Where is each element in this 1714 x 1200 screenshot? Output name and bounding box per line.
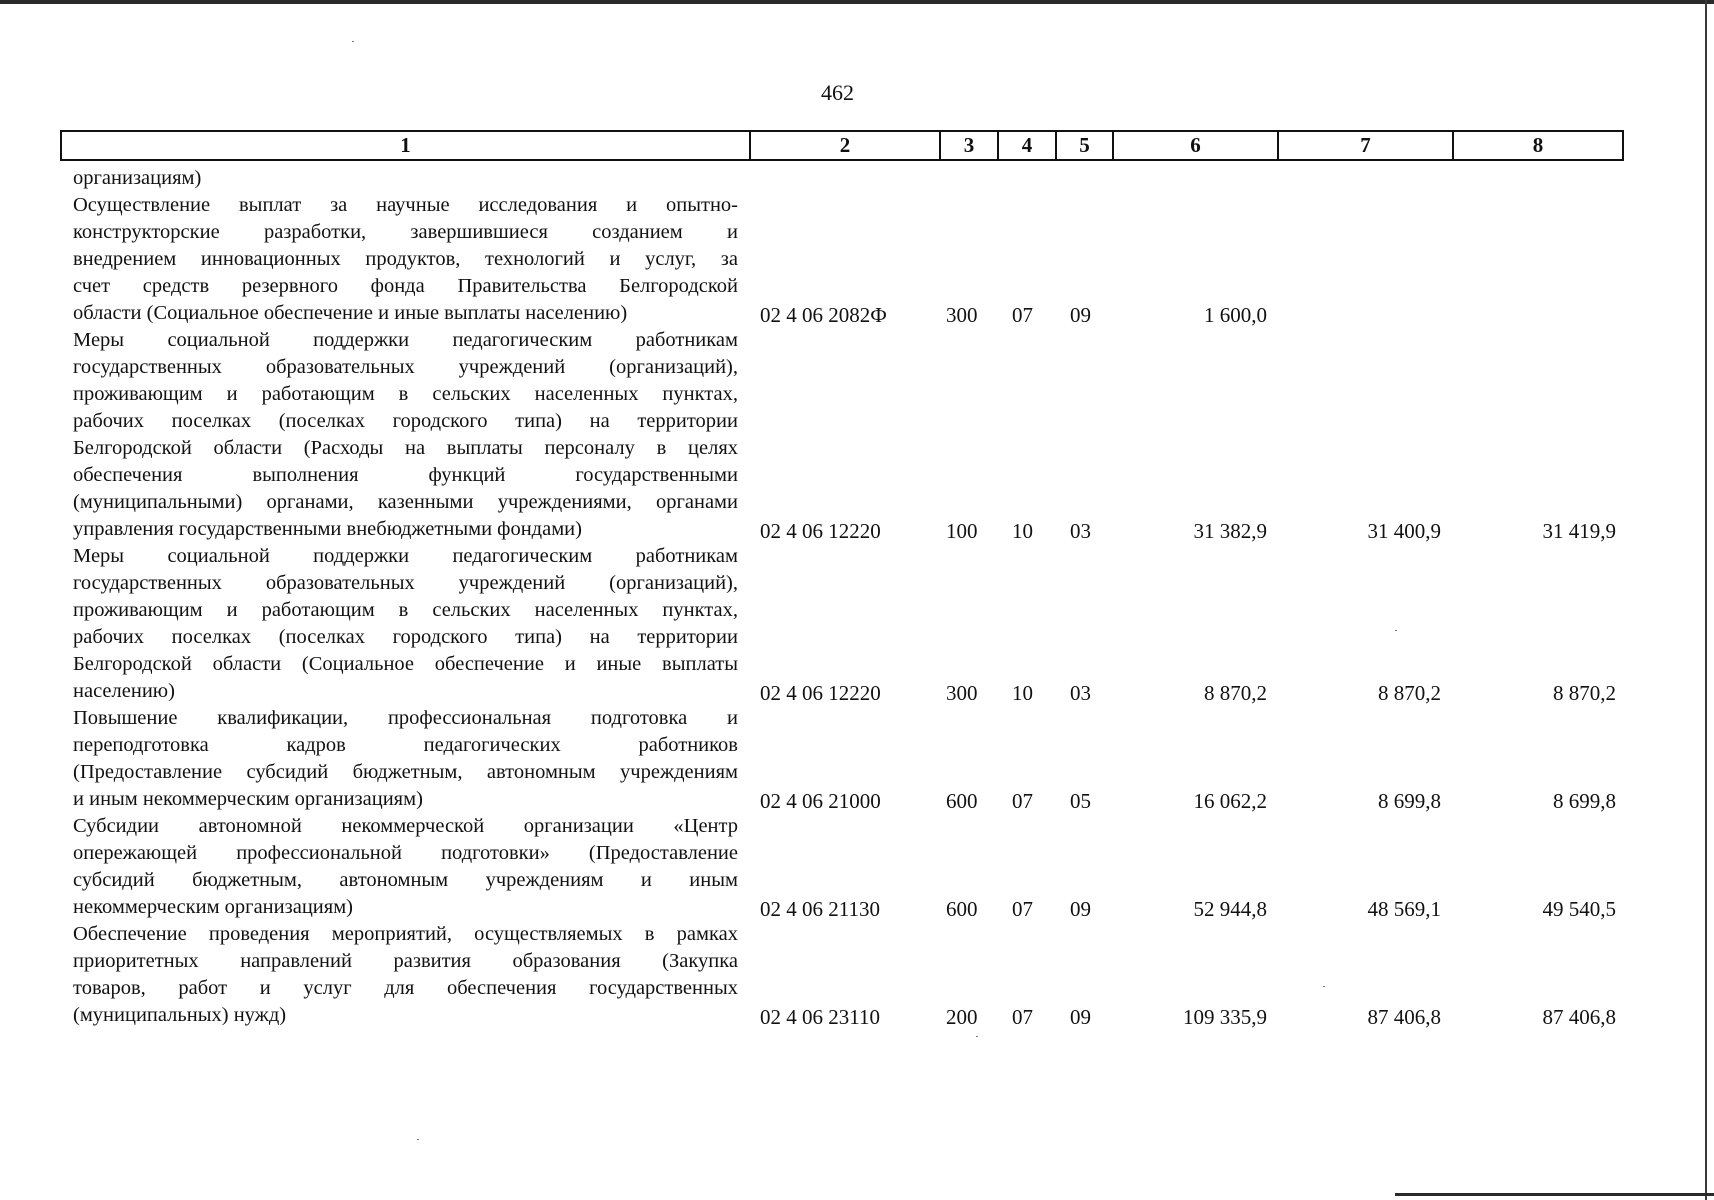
amount-col-7: 87 406,8 bbox=[1367, 1005, 1441, 1029]
description-line: государственных образовательных учреждений (организаций), bbox=[73, 356, 738, 378]
description-line: Повышение квалификации, профессиональная подготовка и bbox=[73, 707, 738, 729]
description-line: счет средств резервного фонда Правительства Белгородской bbox=[73, 275, 738, 297]
section-code: 07 bbox=[1012, 1005, 1033, 1029]
budget-code: 02 4 06 2082Ф bbox=[760, 303, 887, 327]
header-col-5: 5 bbox=[1055, 132, 1112, 159]
amount-col-7: 31 400,9 bbox=[1367, 519, 1441, 543]
description-line: некоммерческим организациям) bbox=[73, 896, 353, 918]
expense-type-code: 100 bbox=[946, 519, 978, 543]
description-line: Меры социальной поддержки педагогическим работникам bbox=[73, 329, 738, 351]
subsection-code: 05 bbox=[1070, 789, 1091, 813]
subsection-code: 09 bbox=[1070, 1005, 1091, 1029]
section-code: 07 bbox=[1012, 303, 1033, 327]
header-col-2: 2 bbox=[749, 132, 939, 159]
section-code: 10 bbox=[1012, 681, 1033, 705]
header-col-6: 6 bbox=[1112, 132, 1277, 159]
table-header-row bbox=[60, 130, 1624, 161]
amount-col-6: 8 870,2 bbox=[1204, 681, 1267, 705]
amount-col-8: 31 419,9 bbox=[1542, 519, 1616, 543]
description-line: проживающим и работающим в сельских населенных пунктах, bbox=[73, 599, 738, 621]
row-description bbox=[73, 543, 738, 705]
expense-type-code: 600 bbox=[946, 897, 978, 921]
amount-col-6: 109 335,9 bbox=[1183, 1005, 1267, 1029]
header-col-7: 7 bbox=[1277, 132, 1452, 159]
description-line: Белгородской области (Социальное обеспечение и иные выплаты bbox=[73, 653, 738, 675]
subsection-code: 09 bbox=[1070, 897, 1091, 921]
scan-speck bbox=[417, 1139, 419, 1140]
amount-col-6: 31 382,9 bbox=[1193, 519, 1267, 543]
description-line: управления государственными внебюджетными фондами) bbox=[73, 518, 582, 540]
description-line: товаров, работ и услуг для обеспечения государственных bbox=[73, 977, 738, 999]
page-number: 462 bbox=[821, 80, 854, 105]
scan-edge-top bbox=[0, 0, 1714, 4]
description-line: опережающей профессиональной подготовки» (Предоставление bbox=[73, 842, 738, 864]
description-line: переподготовка кадров педагогических работников bbox=[73, 734, 738, 756]
budget-code: 02 4 06 21130 bbox=[760, 897, 880, 921]
amount-col-8: 8 870,2 bbox=[1553, 681, 1616, 705]
header-col-1: 1 bbox=[400, 133, 411, 157]
amount-col-7: 8 699,8 bbox=[1378, 789, 1441, 813]
description-line: конструкторские разработки, завершившиеся созданием и bbox=[73, 221, 738, 243]
row-description bbox=[73, 921, 738, 1029]
section-code: 07 bbox=[1012, 789, 1033, 813]
subsection-code: 09 bbox=[1070, 303, 1091, 327]
scan-speck bbox=[1323, 986, 1325, 987]
description-line: Меры социальной поддержки педагогическим работникам bbox=[73, 545, 738, 567]
amount-col-8: 8 699,8 bbox=[1553, 789, 1616, 813]
description-line: населению) bbox=[73, 680, 175, 702]
amount-col-6: 1 600,0 bbox=[1204, 303, 1267, 327]
description-line: (муниципальными) органами, казенными учреждениями, органами bbox=[73, 491, 738, 513]
scan-speck bbox=[352, 41, 354, 42]
header-col-8: 8 bbox=[1452, 132, 1622, 159]
description-line: (Предоставление субсидий бюджетным, автономным учреждениям bbox=[73, 761, 738, 783]
description-line: рабочих поселках (поселках городского типа) на территории bbox=[73, 626, 738, 648]
amount-col-8: 49 540,5 bbox=[1542, 897, 1616, 921]
description-line: проживающим и работающим в сельских населенных пунктах, bbox=[73, 383, 738, 405]
section-code: 07 bbox=[1012, 897, 1033, 921]
description-line: приоритетных направлений развития образования (Закупка bbox=[73, 950, 738, 972]
description-line: области (Социальное обеспечение и иные выплаты населению) bbox=[73, 302, 628, 324]
expense-type-code: 200 bbox=[946, 1005, 978, 1029]
section-code: 10 bbox=[1012, 519, 1033, 543]
row-description bbox=[73, 813, 738, 921]
row-description bbox=[73, 705, 738, 813]
row-description bbox=[73, 327, 738, 543]
amount-col-7: 8 870,2 bbox=[1378, 681, 1441, 705]
description-line: внедрением инновационных продуктов, технологий и услуг, за bbox=[73, 248, 738, 270]
scan-edge-right bbox=[1705, 0, 1707, 1200]
budget-code: 02 4 06 12220 bbox=[760, 519, 881, 543]
description-line: Осуществление выплат за научные исследования и опытно- bbox=[73, 194, 738, 216]
header-col-4: 4 bbox=[997, 132, 1055, 159]
description-line: рабочих поселках (поселках городского типа) на территории bbox=[73, 410, 738, 432]
scan-speck bbox=[1395, 630, 1397, 631]
row-description bbox=[73, 165, 738, 192]
header-col-3: 3 bbox=[939, 132, 997, 159]
budget-code: 02 4 06 23110 bbox=[760, 1005, 880, 1029]
scan-speck bbox=[976, 1036, 978, 1037]
subsection-code: 03 bbox=[1070, 681, 1091, 705]
description-line: и иным некоммерческим организациям) bbox=[73, 788, 423, 810]
description-line: (муниципальных) нужд) bbox=[73, 1004, 287, 1026]
expense-type-code: 600 bbox=[946, 789, 978, 813]
description-line: обеспечения выполнения функций государственными bbox=[73, 464, 738, 486]
amount-col-6: 52 944,8 bbox=[1193, 897, 1267, 921]
row-description bbox=[73, 192, 738, 327]
description-line: Белгородской области (Расходы на выплаты персоналу в целях bbox=[73, 437, 738, 459]
scan-edge-bottom bbox=[1395, 1193, 1714, 1196]
expense-type-code: 300 bbox=[946, 303, 978, 327]
budget-code: 02 4 06 12220 bbox=[760, 681, 881, 705]
description-line: Обеспечение проведения мероприятий, осуществляемых в рамках bbox=[73, 923, 738, 945]
budget-code: 02 4 06 21000 bbox=[760, 789, 881, 813]
amount-col-6: 16 062,2 bbox=[1193, 789, 1267, 813]
amount-col-8: 87 406,8 bbox=[1542, 1005, 1616, 1029]
description-line: государственных образовательных учреждений (организаций), bbox=[73, 572, 738, 594]
description-line: организациям) bbox=[73, 167, 202, 189]
description-line: субсидий бюджетным, автономным учреждениям и иным bbox=[73, 869, 738, 891]
subsection-code: 03 bbox=[1070, 519, 1091, 543]
description-line: Субсидии автономной некоммерческой организации «Центр bbox=[73, 815, 738, 837]
amount-col-7: 48 569,1 bbox=[1367, 897, 1441, 921]
expense-type-code: 300 bbox=[946, 681, 978, 705]
